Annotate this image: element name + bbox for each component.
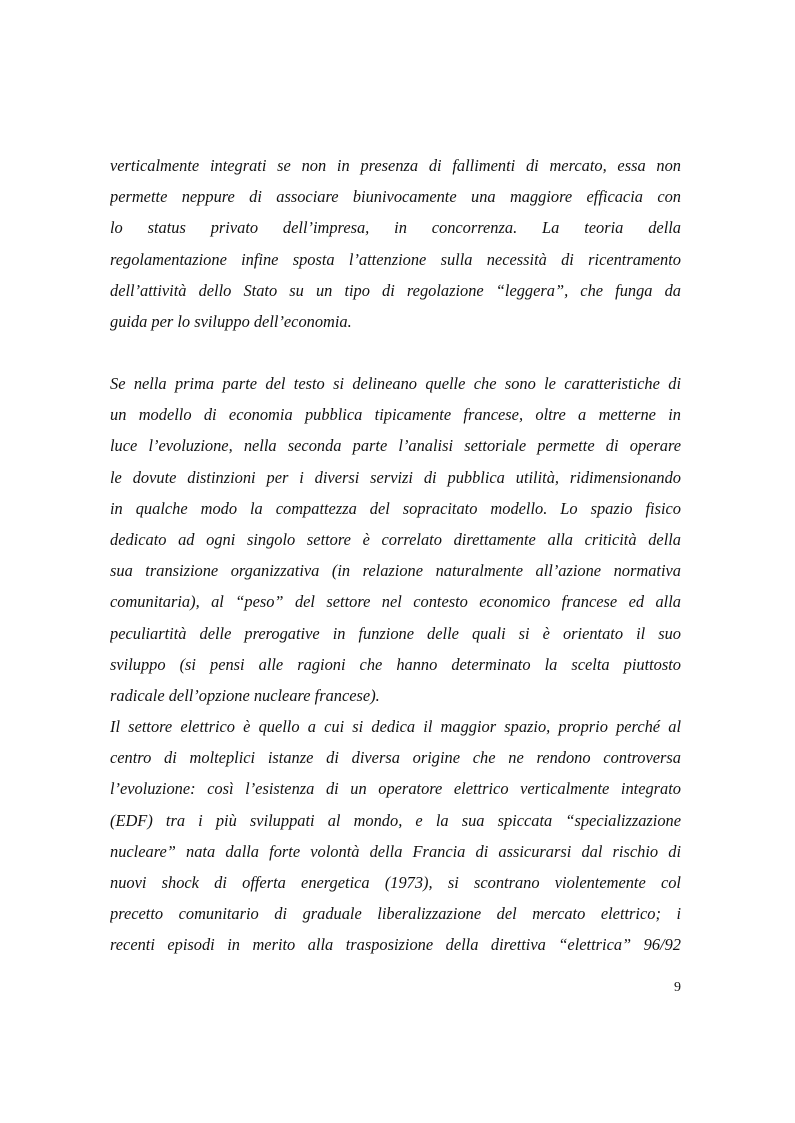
- text-line: le dovute distinzioni per i diversi servizi di pubblica utilità, ridimensionando: [110, 467, 681, 487]
- page-number: 9: [674, 980, 681, 995]
- paragraph-2: [110, 368, 681, 961]
- text-line: precetto comunitario di graduale liberalizzazione del mercato elettrico; i: [110, 904, 681, 924]
- text-line: in qualche modo la compattezza del sopracitato modello. Lo spazio fisico: [110, 498, 681, 518]
- text-line: un modello di economia pubblica tipicamente francese, oltre a metterne in: [110, 405, 681, 425]
- text-line: Il settore elettrico è quello a cui si dedica il maggior spazio, proprio perché al: [110, 717, 681, 737]
- text-line: nucleare” nata dalla forte volontà della Francia di assicurarsi dal rischio di: [110, 841, 681, 861]
- text-line: regolamentazione infine sposta l’attenzione sulla necessità di ricentramento: [110, 249, 681, 269]
- text-line: dell’attività dello Stato su un tipo di regolazione “leggera”, che funga da: [110, 280, 681, 300]
- text-line: nuovi shock di offerta energetica (1973), si scontrano violentemente col: [110, 873, 681, 892]
- text-line: recenti episodi in merito alla trasposizione della direttiva “elettrica” 96/92: [110, 935, 681, 955]
- text-line: l’evoluzione: così l’esistenza di un operatore elettrico verticalmente integrato: [110, 779, 681, 799]
- text-line: (EDF) tra i più sviluppati al mondo, e la sua spiccata “specializzazione: [110, 810, 681, 830]
- text-line: guida per lo sviluppo dell’economia.: [110, 311, 352, 331]
- text-line: peculiartità delle prerogative in funzione delle quali si è orientato il suo: [110, 623, 681, 643]
- text-line: luce l’evoluzione, nella seconda parte l’analisi settoriale permette di operare: [110, 436, 681, 456]
- paragraph-1: [110, 150, 681, 337]
- text-line: dedicato ad ogni singolo settore è correlato direttamente alla criticità della: [110, 529, 681, 549]
- text-line: sviluppo (si pensi alle ragioni che hanno determinato la scelta piuttosto: [110, 654, 681, 674]
- text-line: sua transizione organizzativa (in relazione naturalmente all’azione normativa: [110, 561, 681, 581]
- text-line: verticalmente integrati se non in presenza di fallimenti di mercato, essa non: [110, 156, 681, 175]
- text-line: radicale dell’opzione nucleare francese).: [110, 685, 380, 705]
- text-line: comunitaria), al “peso” del settore nel contesto economico francese ed alla: [110, 592, 681, 612]
- text-line: Se nella prima parte del testo si delineano quelle che sono le caratteristiche di: [110, 374, 681, 393]
- text-line: permette neppure di associare biunivocamente una maggiore efficacia con: [110, 187, 681, 207]
- text-line: centro di molteplici istanze di diversa origine che ne rendono controversa: [110, 748, 681, 768]
- text-line: lo status privato dell’impresa, in concorrenza. La teoria della: [110, 218, 681, 238]
